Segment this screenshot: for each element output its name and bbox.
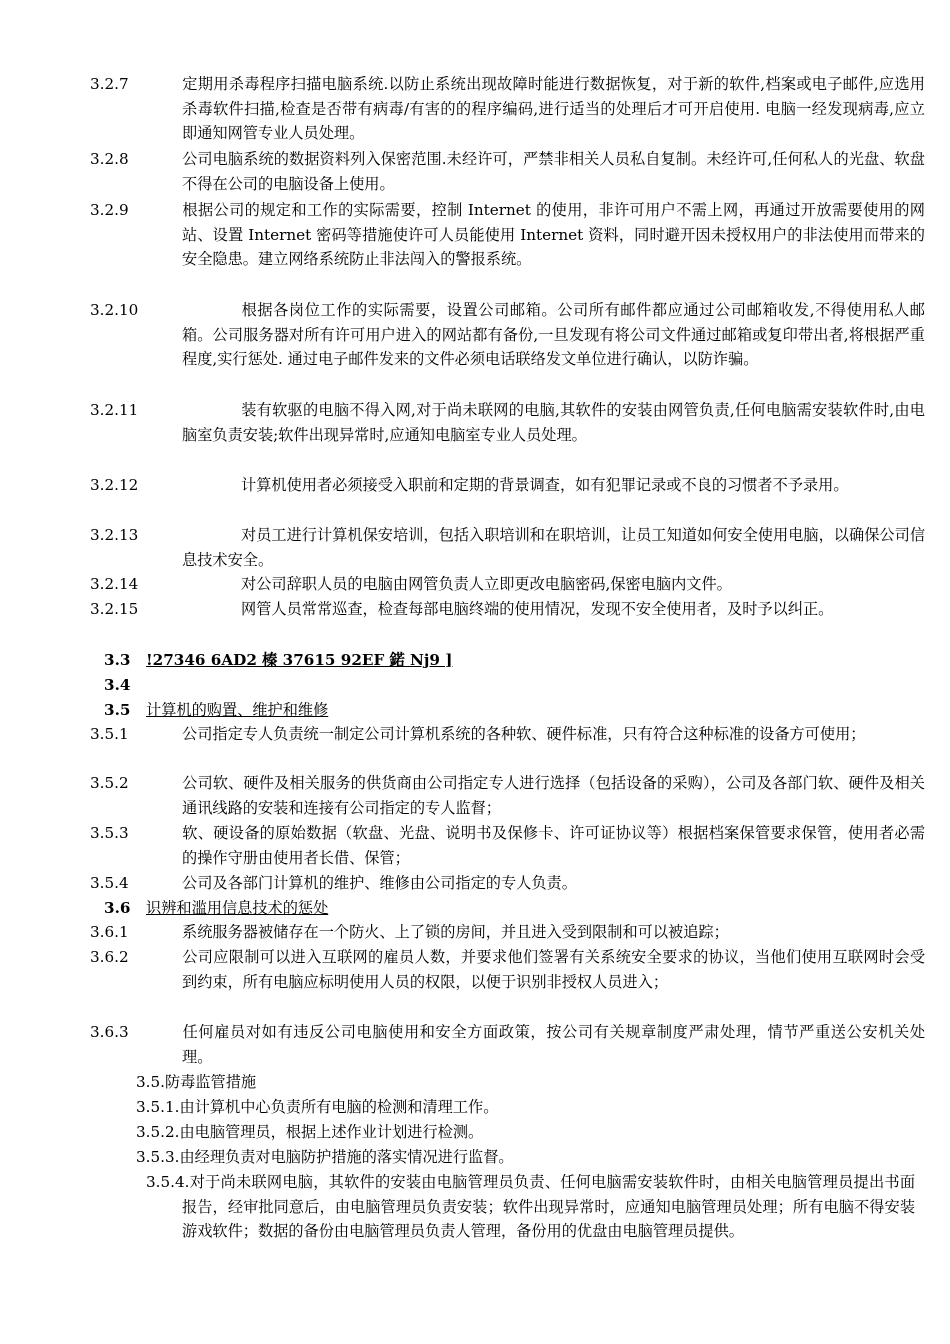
clause-3-2-7 <box>90 72 925 146</box>
clause-3-5-3 <box>90 821 925 870</box>
antivirus-heading: 3.5.防毒监管措施 <box>136 1073 257 1091</box>
clause-3-2-15 <box>90 597 925 622</box>
section-number-3-4: 3.4 <box>104 676 131 694</box>
clause-text: 定期用杀毒程序扫描电脑系统.以防止系统出现故障时能进行数据恢复，对于新的软件,档案或电子邮件,应选用杀毒软件扫描,检查是否带有病毒/有害的的程序编码,进行适当的处理后才可开启使用. 电脑一经发现病毒,应立即通知网管专业人员处理。 <box>182 75 925 142</box>
clause-number: 3.2.9 <box>90 201 129 219</box>
clause-text: 网管人员常常巡查，检查每部电脑终端的使用情况，发现不安全使用者，及时予以纠正。 <box>241 600 834 618</box>
clause-number: 3.2.11 <box>90 401 139 419</box>
clause-3-2-8 <box>90 147 925 196</box>
clause-text: 计算机使用者必须接受入职前和定期的背景调查，如有犯罪记录或不良的习惯者不予录用。 <box>241 476 849 494</box>
clause-text: 公司软、硬件及相关服务的供货商由公司指定专人进行选择（包括设备的采购），公司及各部门软、硬件及相关通讯线路的安装和连接有公司指定的专人监督； <box>182 774 925 817</box>
clause-text: 系统服务器被储存在一个防火、上了锁的房间，并且进入受到限制和可以被追踪； <box>182 923 729 941</box>
clause-number: 3.2.13 <box>90 526 139 544</box>
antivirus-clause-3-5-4 <box>146 1170 915 1244</box>
section-title-3-5: 计算机的购置、维护和维修 <box>146 701 329 719</box>
clause-3-2-12 <box>90 473 925 498</box>
clause-text: 对公司辞职人员的电脑由网管负责人立即更改电脑密码,保密电脑内文件。 <box>241 575 732 593</box>
clause-number: 3.5.3 <box>90 824 129 842</box>
clause-number: 3.5.1 <box>90 725 129 743</box>
antivirus-line-1: 3.5.1.由计算机中心负责所有电脑的检测和清理工作。 <box>136 1098 499 1116</box>
clause-3-2-9 <box>90 198 925 272</box>
clause-number: 3.2.14 <box>90 575 139 593</box>
clause-text: 公司电脑系统的数据资料列入保密范围.未经许可，严禁非相关人员私自复制。未经许可,任何私人的光盘、软盘不得在公司的电脑设备上使用。 <box>182 150 925 193</box>
clause-number: 3.5.4 <box>90 874 129 892</box>
clause-text: 任何雇员对如有违反公司电脑使用和安全方面政策，按公司有关规章制度严肃处理，情节严重送公安机关处理。 <box>182 1023 925 1066</box>
clause-3-5-2 <box>90 771 925 820</box>
clause-text: 对于尚未联网电脑，其软件的安装由电脑管理员负责、任何电脑需安装软件时，由相关电脑管理员提出书面报告，经审批同意后，由电脑管理员负责安装；软件出现异常时，应通知电脑管理员处理；所有电脑不得安装游戏软件；数据的备份由电脑管理员负责人管理，备份用的优盘由电脑管理员提供。 <box>182 1173 915 1240</box>
section-title-3-6: 识辨和滥用信息技术的惩处 <box>146 899 329 917</box>
clause-3-2-13 <box>90 523 925 572</box>
antivirus-line-3: 3.5.3.由经理负责对电脑防护措施的落实情况进行监督。 <box>136 1148 514 1166</box>
antivirus-line-2: 3.5.2.由电脑管理员，根据上述作业计划进行检测。 <box>136 1123 484 1141</box>
section-title-3-3: !27346 6AD2 榛 37615 92EF 鍩 Nj9 ] <box>146 651 453 669</box>
clause-text: 公司指定专人负责统一制定公司计算机系统的各种软、硬件标准，只有符合这种标准的设备方可使用； <box>182 725 866 743</box>
clause-3-6-3 <box>90 1020 925 1069</box>
clause-number: 3.6.1 <box>90 923 129 941</box>
clause-number: 3.6.2 <box>90 948 129 966</box>
clause-number: 3.2.7 <box>90 75 129 93</box>
clause-text: 根据公司的规定和工作的实际需要，控制 Internet 的使用，非许可用户不需上网，再通过开放需要使用的网站、设置 Internet 密码等措施使许可人员能使用 Internet 资料，同时避开因未授权用户的非法使用而带来的安全隐患。建立网络系统防止非法闯入的警报系统。 <box>182 201 925 268</box>
clause-text: 根据各岗位工作的实际需要，设置公司邮箱。公司所有邮件都应通过公司邮箱收发,不得使用私人邮箱。公司服务器对所有许可用户进入的网站都有备份,一旦发现有将公司文件通过邮箱或复印带出者,将根据严重程度,实行惩处. 通过电子邮件发来的文件必须电话联络发文单位进行确认，以防诈骗。 <box>182 301 925 368</box>
clause-number: 3.5.4. <box>146 1173 190 1191</box>
section-number-3-5: 3.5 <box>104 701 131 719</box>
clause-text: 软、硬设备的原始数据（软盘、光盘、说明书及保修卡、许可证协议等）根据档案保管要求保管，使用者必需的操作守册由使用者长借、保管； <box>182 824 925 867</box>
clause-3-6-2 <box>90 945 925 994</box>
section-number-3-6: 3.6 <box>104 899 131 917</box>
clause-3-2-14 <box>90 572 925 597</box>
clause-3-2-10 <box>90 298 925 372</box>
clause-number: 3.2.10 <box>90 301 139 319</box>
clause-text: 对员工进行计算机保安培训，包括入职培训和在职培训，让员工知道如何安全使用电脑，以确保公司信息技术安全。 <box>182 526 925 569</box>
clause-number: 3.2.8 <box>90 150 129 168</box>
clause-text: 公司及各部门计算机的维护、维修由公司指定的专人负责。 <box>182 874 577 892</box>
clause-3-2-11 <box>90 398 925 447</box>
clause-3-5-1 <box>90 722 925 747</box>
clause-3-5-4 <box>90 871 925 896</box>
clause-number: 3.2.15 <box>90 600 139 618</box>
clause-text: 装有软驱的电脑不得入网,对于尚未联网的电脑,其软件的安装由网管负责,任何电脑需安装软件时,由电脑室负责安装;软件出现异常时,应通知电脑室专业人员处理。 <box>182 401 925 444</box>
clause-number: 3.2.12 <box>90 476 139 494</box>
clause-text: 公司应限制可以进入互联网的雇员人数，并要求他们签署有关系统安全要求的协议，当他们使用互联网时会受到约束，所有电脑应标明使用人员的权限，以便于识别非授权人员进入； <box>182 948 925 991</box>
clause-3-6-1 <box>90 920 925 945</box>
clause-number: 3.6.3 <box>90 1023 129 1041</box>
clause-number: 3.5.2 <box>90 774 129 792</box>
section-number-3-3: 3.3 <box>104 651 131 669</box>
